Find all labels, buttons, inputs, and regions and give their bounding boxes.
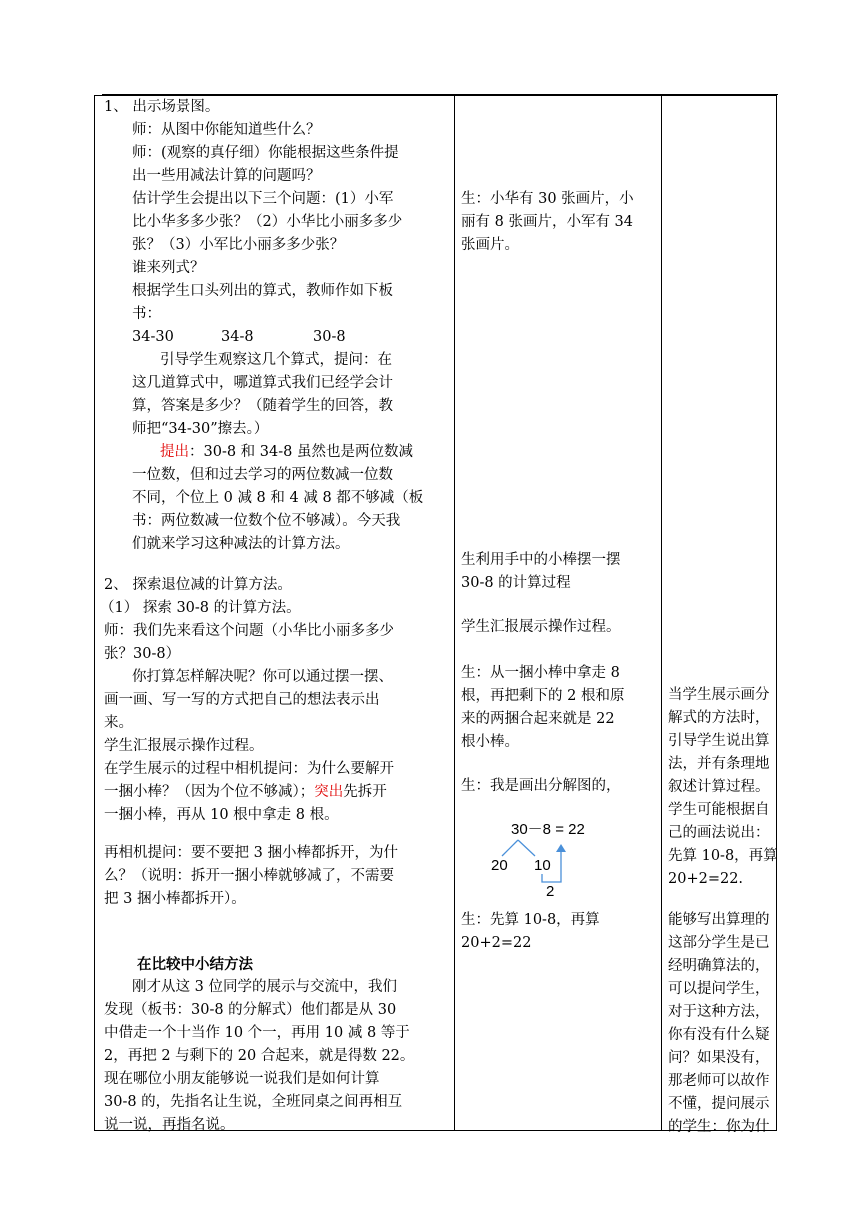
text-line: 比小华多多少张？（2）小华比小丽多多少 xyxy=(132,214,403,230)
text-line: 一位数，但和过去学习的两位数减一位数 xyxy=(132,467,393,483)
split-line-left xyxy=(502,840,518,856)
section-heading: 2、 探索退位减的计算方法。 xyxy=(104,577,292,593)
diagram-left-part: 20 xyxy=(491,857,508,874)
text-line: 谁来列式？ xyxy=(132,260,205,276)
text-line: 么？（说明：拆开一捆小棒就够减了，不需要 xyxy=(104,868,394,884)
text-line: 学生汇报展示操作过程。 xyxy=(461,619,621,635)
text-line: 书： xyxy=(132,306,161,322)
text-line: 算，答案是多少？（随着学生的回答，教 xyxy=(132,398,393,414)
section-heading: 在比较中小结方法 xyxy=(137,956,253,973)
text-line: 当学生展示画分 xyxy=(668,687,770,703)
formula: 30-8 xyxy=(313,329,346,345)
text-line: 对于这种方法， xyxy=(668,1004,770,1020)
text-line: 再相机提问：要不要把 3 捆小棒都拆开，为什 xyxy=(104,845,398,861)
text-line: 来。 xyxy=(104,715,133,731)
text-line: 叙述计算过程。 xyxy=(668,779,770,795)
subsection-heading: （1） 探索 30-8 的计算方法。 xyxy=(100,600,301,616)
text-line: 在学生展示的过程中相机提问：为什么要解开 xyxy=(104,761,394,777)
text-line: 不懂，提问展示 xyxy=(668,1096,770,1112)
text-line: 这部分学生是已 xyxy=(668,935,770,951)
text-line: 20+2=22 xyxy=(461,935,532,951)
text-line: 生利用手中的小棒摆一摆 xyxy=(461,552,621,568)
text-line: 书：两位数减一位数个位不够减）。今天我 xyxy=(132,513,401,529)
text-line: 出一些用减法计算的问题吗？ xyxy=(132,168,321,184)
text-line: 这几道算式中，哪道算式我们已经学会计 xyxy=(132,375,393,391)
text-line: 根据学生口头列出的算式，教师作如下板 xyxy=(132,283,393,299)
section-heading: 1、 出示场景图。 xyxy=(104,99,220,115)
text-line: 根，再把剩下的 2 根和原 xyxy=(461,688,625,704)
text-line: 引导学生说出算 xyxy=(668,733,770,749)
text-line: 学生汇报展示操作过程。 xyxy=(104,738,264,754)
text-line: 你打算怎样解决呢？你可以通过摆一摆、 xyxy=(132,669,393,685)
text-line: 张画片。 xyxy=(461,237,519,253)
text-line: 一捆小棒，再从 10 根中拿走 8 根。 xyxy=(104,807,339,823)
text-line: 估计学生会提出以下三个问题：(1）小军 xyxy=(132,191,394,207)
diagram-equation: 30－8 = 22 xyxy=(511,821,585,838)
text-line: 现在哪位小朋友能够说一说我们是如何计算 xyxy=(104,1071,380,1087)
arrow-head-icon xyxy=(556,844,566,852)
text-line: 生：从一捆小棒中拿走 8 xyxy=(461,665,620,681)
text-line: 说一说，再指名说。 xyxy=(104,1117,235,1133)
highlight-label: 突出 xyxy=(314,784,344,800)
text-line: 30-8 的计算过程 xyxy=(461,575,571,591)
decomposition-diagram xyxy=(407,812,627,902)
text-line: 不同，个位上 0 减 8 和 4 减 8 都不够减（板 xyxy=(132,490,424,506)
text-line: 解式的方法时， xyxy=(668,710,770,726)
text-line: 中借走一个十当作 10 个一，再用 10 减 8 等于 xyxy=(104,1025,410,1041)
text-span: ：30-8 和 34-8 虽然也是两位数减 xyxy=(189,444,413,460)
text-line: 那老师可以故作 xyxy=(668,1073,770,1089)
text-line: 画一画、写一写的方式把自己的想法表示出 xyxy=(104,692,380,708)
text-line: 的学生：你为什 xyxy=(668,1119,770,1135)
text-line: 根小棒。 xyxy=(461,734,519,750)
text-line: 们就来学习这种减法的计算方法。 xyxy=(132,536,350,552)
diagram-result: 2 xyxy=(546,883,555,900)
diagram-right-part: 10 xyxy=(534,857,551,874)
text-line: 法，并有条理地 xyxy=(668,756,770,772)
formula: 34-30 xyxy=(132,329,174,345)
text-line: 学生可能根据自 xyxy=(668,802,770,818)
text-span: 一捆小棒？（因为个位不够减）； xyxy=(104,784,315,800)
text-line: 师：(观察的真仔细）你能根据这些条件提 xyxy=(132,145,399,161)
highlight-label: 提出 xyxy=(160,444,189,460)
text-span: 先拆开 xyxy=(343,784,387,800)
text-line: 你有没有什么疑 xyxy=(668,1027,770,1043)
formula: 34-8 xyxy=(221,329,254,345)
split-line-right xyxy=(518,840,535,856)
text-line: 丽有 8 张画片，小军有 34 xyxy=(461,214,634,230)
text-line: 张？30-8） xyxy=(104,646,181,662)
text-line: 可以提问学生， xyxy=(668,981,770,997)
text-line: 师把“34-30”擦去。） xyxy=(132,421,269,437)
text-line: 能够写出算理的 xyxy=(668,912,770,928)
text-line: 20+2=22. xyxy=(668,871,744,887)
text-line: 2，再把 2 与剩下的 20 合起来，就是得数 22。 xyxy=(104,1048,415,1064)
text-line: 师：我们先来看这个问题（小华比小丽多多少 xyxy=(104,623,394,639)
text-line xyxy=(160,441,413,464)
text-line: 先算 10-8，再算 xyxy=(668,848,778,864)
text-line: 经明确算法的， xyxy=(668,958,770,974)
text-line: 己的画法说出： xyxy=(668,825,770,841)
text-line: 张？（3）小军比小丽多多少张？ xyxy=(132,237,345,253)
text-line: 生：先算 10-8，再算 xyxy=(461,912,600,928)
text-line: 师：从图中你能知道些什么？ xyxy=(132,122,321,138)
text-line: 引导学生观察这几个算式，提问：在 xyxy=(160,352,392,368)
text-line: 问？如果没有， xyxy=(668,1050,770,1066)
text-line: 生：小华有 30 张画片，小 xyxy=(461,191,634,207)
text-line xyxy=(104,781,387,804)
text-line: 30-8 的，先指名让生说，全班同桌之间再相互 xyxy=(104,1094,403,1110)
text-line: 发现（板书：30-8 的分解式）他们都是从 30 xyxy=(104,1002,397,1018)
text-line: 生：我是画出分解图的， xyxy=(461,778,621,794)
text-line: 把 3 捆小棒都拆开）。 xyxy=(104,891,246,907)
text-line: 来的两捆合起来就是 22 xyxy=(461,711,615,727)
text-line: 刚才从这 3 位同学的展示与交流中，我们 xyxy=(132,979,397,995)
